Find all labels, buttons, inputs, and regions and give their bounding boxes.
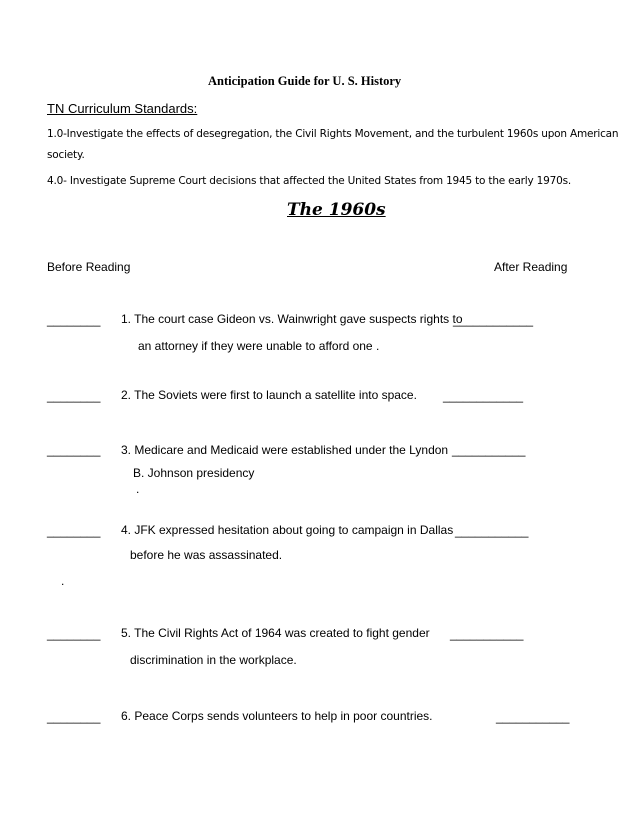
- after-blank-5[interactable]: ___________: [450, 627, 524, 641]
- before-blank-6[interactable]: ________: [47, 710, 101, 724]
- page-title: Anticipation Guide for U. S. History: [208, 74, 402, 88]
- before-blank-4[interactable]: ________: [47, 524, 101, 538]
- before-blank-3[interactable]: ________: [47, 443, 101, 457]
- standard-1-line-2: society.: [47, 149, 85, 161]
- statement-4-line-2: before he was assassinated.: [130, 548, 283, 562]
- statement-1-line-2: an attorney if they were unable to afford one .: [138, 339, 380, 353]
- statement-2: 2. The Soviets were first to launch a satellite into space.: [121, 388, 417, 402]
- statement-3-line-2: B. Johnson presidency: [133, 466, 255, 480]
- after-reading-label: After Reading: [494, 260, 568, 274]
- statement-3-line-3: .: [136, 482, 140, 496]
- before-blank-1[interactable]: ________: [47, 313, 101, 327]
- standard-2: 4.0- Investigate Supreme Court decisions that affected the United States from 1945 to the early 1970s.: [47, 175, 571, 187]
- before-blank-5[interactable]: ________: [47, 627, 101, 641]
- section-title: The 1960s: [287, 200, 386, 220]
- before-blank-2[interactable]: ________: [47, 389, 101, 403]
- after-blank-3[interactable]: ___________: [452, 443, 526, 457]
- statement-1: 1. The court case Gideon vs. Wainwright gave suspects rights to: [121, 312, 463, 326]
- after-blank-2[interactable]: ____________: [443, 389, 524, 403]
- statement-5-line-2: discrimination in the workplace.: [130, 653, 297, 667]
- statement-3: 3. Medicare and Medicaid were established under the Lyndon: [121, 443, 449, 457]
- statement-4: 4. JFK expressed hesitation about going to campaign in Dallas: [121, 523, 454, 537]
- stray-period: .: [61, 574, 65, 588]
- after-blank-1[interactable]: ____________: [453, 313, 534, 327]
- after-blank-4[interactable]: ___________: [455, 524, 529, 538]
- statement-6: 6. Peace Corps sends volunteers to help in poor countries.: [121, 709, 433, 723]
- standard-1-line-1: 1.0-Investigate the effects of desegregation, the Civil Rights Movement, and the turbulent 1960s upon American: [47, 128, 619, 140]
- statement-5: 5. The Civil Rights Act of 1964 was created to fight gender: [121, 626, 430, 640]
- before-reading-label: Before Reading: [47, 260, 131, 274]
- standards-heading: TN Curriculum Standards:: [47, 101, 198, 116]
- after-blank-6[interactable]: ___________: [496, 710, 570, 724]
